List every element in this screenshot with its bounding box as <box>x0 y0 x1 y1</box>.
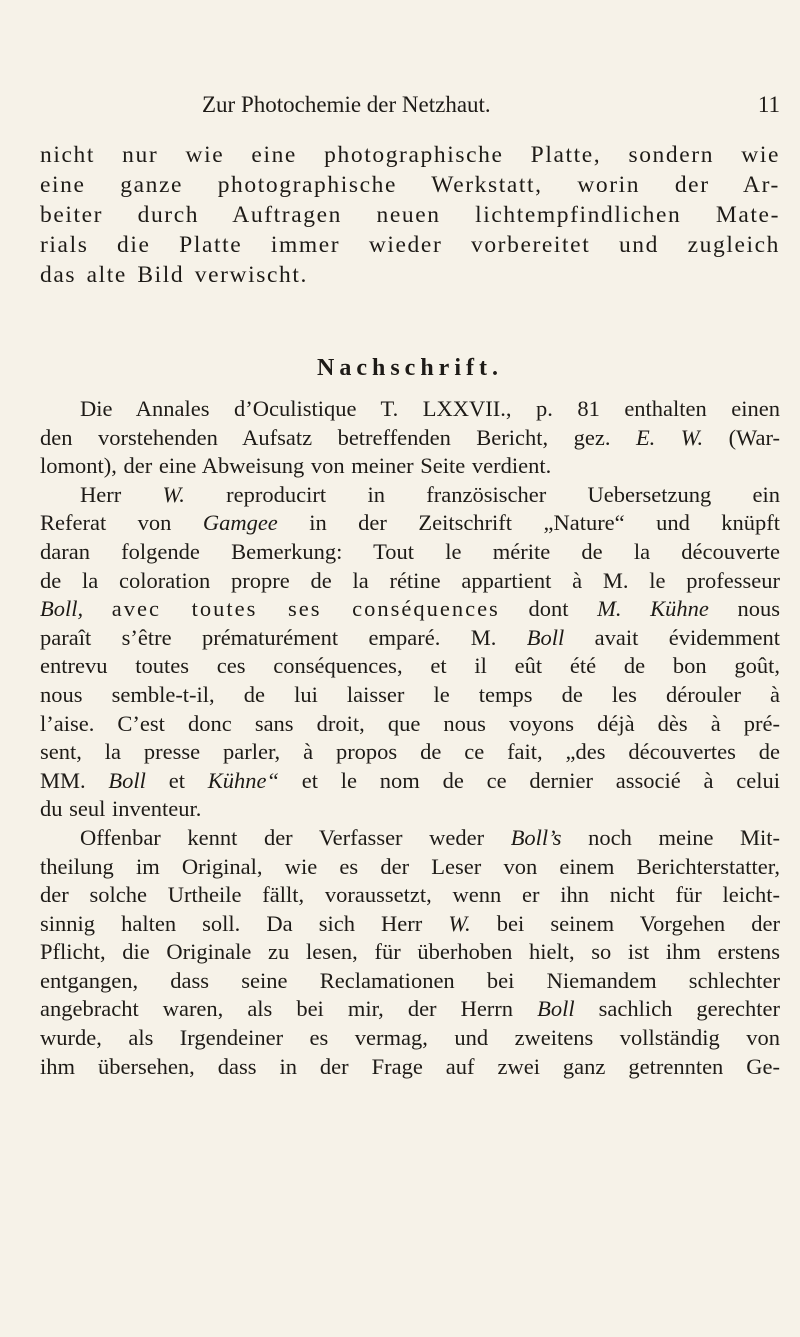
text-line <box>40 481 780 510</box>
initial-w: W. <box>448 910 471 936</box>
spaced-text: avec toutes ses conséquences <box>111 596 500 622</box>
text-run: dont <box>528 596 569 622</box>
text-line <box>40 995 780 1024</box>
text-line: l’aise. C’est donc sans droit, que nous voyons déjà dès à pré- <box>40 710 780 736</box>
initial-e: E. <box>635 424 656 450</box>
text-run: sinnig halten soll. Da sich Herr <box>40 910 423 936</box>
paragraph-2 <box>40 481 780 824</box>
name-boll: Boll’s <box>510 824 562 850</box>
text-line: der solche Urtheile fällt, voraussetzt, wenn er ihn nicht für leicht- <box>40 882 780 908</box>
text-line: beiter durch Auftragen neuen lichtempfindlichen Mate- <box>40 202 780 228</box>
running-head <box>40 92 780 132</box>
running-title: Zur Photochemie der Netzhaut. <box>202 92 491 117</box>
name-boll: Boll <box>526 624 565 650</box>
name-boll: Boll, <box>40 596 84 622</box>
text-line: lomont), der eine Abweisung von meiner Seite verdient. <box>40 453 552 479</box>
body-text <box>40 140 780 1081</box>
text-run: angebracht waren, als bei mir, der Herrn <box>40 996 514 1022</box>
text-run: bei seinem Vorgehen der <box>496 910 781 936</box>
text-line: nous semble-t-il, de lui laisser le temps de les dérouler à <box>40 681 780 707</box>
text-line: Die Annales d’Oculistique T. LXXVII., p. 81 enthalten einen <box>80 396 780 421</box>
text-run: den vorstehenden Aufsatz betreffenden Bericht, gez. <box>40 424 611 450</box>
text-line <box>40 824 780 853</box>
text-line <box>40 910 780 939</box>
text-line <box>40 624 780 653</box>
text-run: sachlich gerechter <box>598 996 781 1022</box>
text-line: ihm übersehen, dass in der Frage auf zwei ganz getrennten Ge- <box>40 1053 780 1079</box>
text-line: nicht nur wie eine photographische Platte, sondern wie <box>40 142 780 168</box>
text-run: avait évidemment <box>594 624 780 650</box>
text-run: Referat von <box>40 510 172 536</box>
text-run: MM. <box>40 767 86 793</box>
intro-paragraph <box>40 140 780 290</box>
text-line: theilung im Original, wie es der Leser von einem Berichterstatter, <box>40 853 780 879</box>
name-gamgee: Gamgee <box>202 510 278 536</box>
initial-w: W. <box>162 481 185 507</box>
name-boll: Boll <box>537 996 575 1022</box>
text-line <box>40 595 780 624</box>
text-run: Herr <box>80 481 122 507</box>
text-line: daran folgende Bemerkung: Tout le mérite de la découverte <box>40 538 780 564</box>
paragraph-1 <box>40 395 780 481</box>
text-line: de la coloration propre de la rétine appartient à M. le professeur <box>40 567 780 593</box>
text-line <box>40 767 780 796</box>
text-line: rials die Platte immer wieder vorbereitet und zugleich <box>40 232 780 258</box>
text-run: et <box>168 767 185 793</box>
text-line: du seul inventeur. <box>40 796 202 822</box>
name-kuehne: Kühne“ <box>207 767 279 793</box>
text-run: nous <box>737 596 781 622</box>
text-run: in der Zeitschrift „Nature“ und knüpft <box>309 510 781 536</box>
text-line: das alte Bild verwischt. <box>40 262 308 288</box>
text-line: Pflicht, die Originale zu lesen, für überhoben hielt, so ist ihm erstens <box>40 939 780 965</box>
text-run: et le nom de ce dernier associé à celui <box>301 767 781 793</box>
text-line <box>40 509 780 538</box>
name-boll: Boll <box>108 767 146 793</box>
text-line: entrevu toutes ces conséquences, et il eût été de bon goût, <box>40 653 780 679</box>
text-run: reproducirt in französischer Uebersetzung ein <box>226 481 780 507</box>
section-heading: Nachschrift. <box>317 355 503 381</box>
text-line: eine ganze photographische Werkstatt, worin der Ar- <box>40 172 780 198</box>
text-line: sent, la presse parler, à propos de ce fait, „des découvertes de <box>40 739 780 765</box>
page-number: 11 <box>757 92 780 117</box>
text-run: (War- <box>728 424 781 450</box>
name-kuehne: M. Kühne <box>597 596 709 622</box>
text-run: paraît s’être prématurément emparé. M. <box>40 624 497 650</box>
text-run: noch meine Mit- <box>588 824 781 850</box>
text-line <box>40 424 780 453</box>
paragraph-3 <box>40 824 780 1081</box>
text-line: entgangen, dass seine Reclamationen bei Niemandem schlechter <box>40 967 780 993</box>
text-run: Offenbar kennt der Verfasser weder <box>80 824 485 850</box>
text-line: wurde, als Irgendeiner es vermag, und zweitens vollständig von <box>40 1025 780 1051</box>
initial-w: W. <box>680 424 704 450</box>
